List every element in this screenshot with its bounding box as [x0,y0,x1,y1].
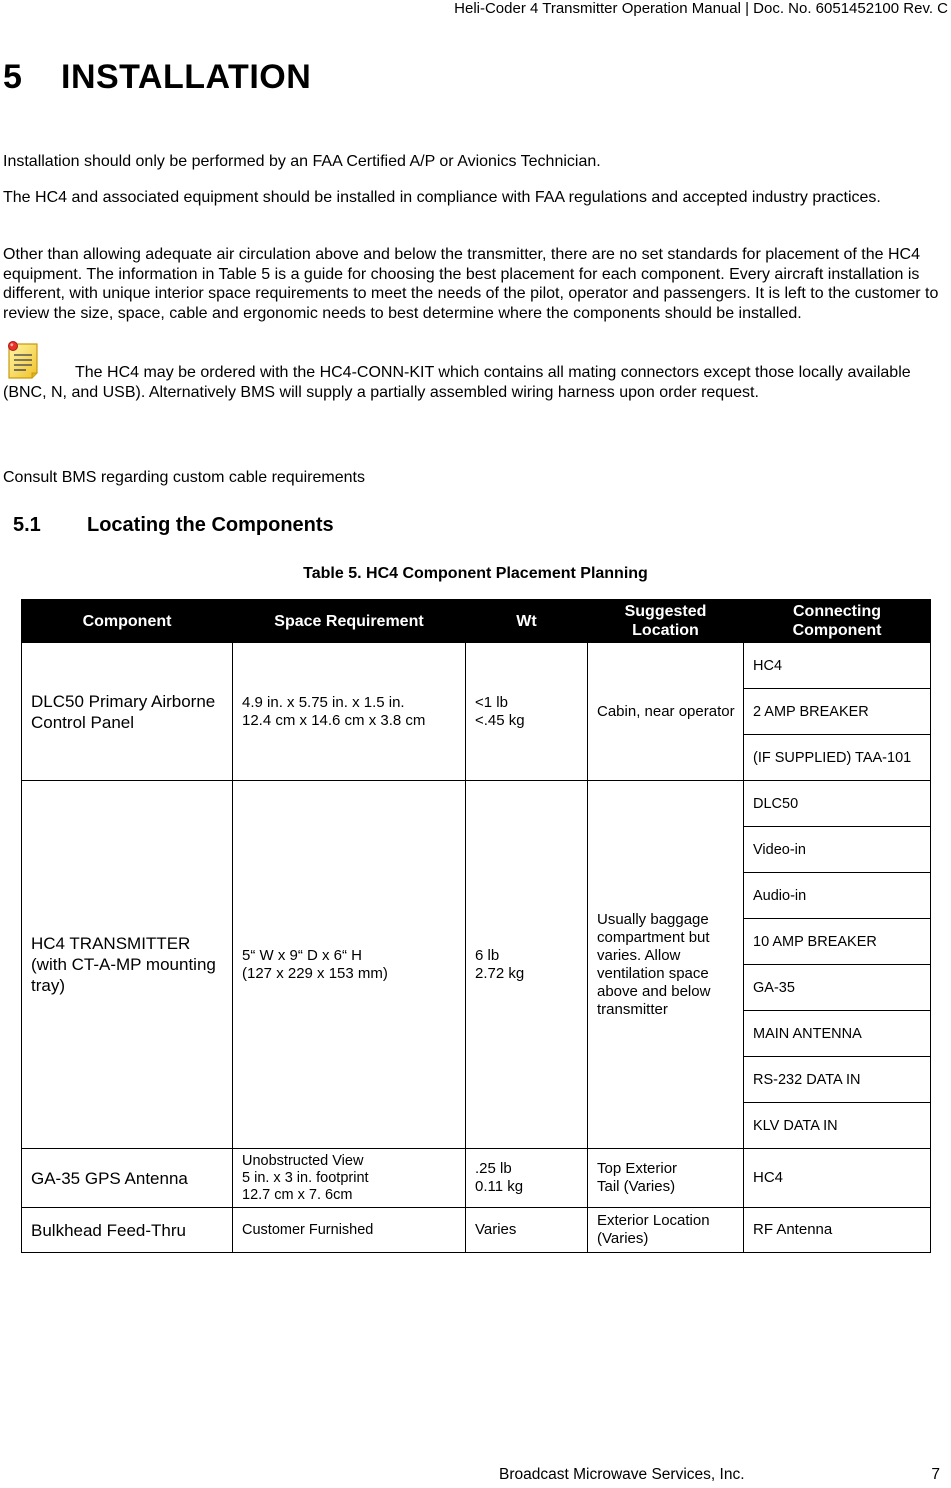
paragraph-1: Installation should only be performed by an FAA Certified A/P or Avionics Technician. [3,153,601,170]
cell-connecting: 2 AMP BREAKER [744,689,931,735]
consult-text: Consult BMS regarding custom cable requirements [3,469,365,486]
footer-company: Broadcast Microwave Services, Inc. [499,1466,745,1483]
wt-line: <1 lb [475,693,508,711]
cell-connecting: (IF SUPPLIED) TAA-101 [744,735,931,781]
cell-connecting: Audio-in [744,873,931,919]
space-line: 12.4 cm x 14.6 cm x 3.8 cm [242,711,426,729]
running-header: Heli-Coder 4 Transmitter Operation Manual | Doc. No. 6051452100 Rev. C [454,0,948,17]
paragraph-2: The HC4 and associated equipment should be installed in compliance with FAA regulations and accepted industry practices. [3,189,881,206]
wt-line: 6 lb [475,946,500,964]
cell-location: Usually baggage compartment but varies. Allow ventilation space above and below transmitter [588,781,744,1149]
space-line: 12.7 cm x 7. 6cm [242,1186,353,1203]
wt-line: .25 lb [475,1160,512,1177]
header-location: Suggested Location [588,600,744,643]
space-line: 5“ W x 9“ D x 6“ H [242,946,363,964]
cell-connecting: MAIN ANTENNA [744,1011,931,1057]
cell-connecting: HC4 [744,643,931,689]
cell-connecting: RS-232 DATA IN [744,1057,931,1103]
wt-line: <.45 kg [475,711,525,729]
table-row [22,1149,931,1208]
space-line: 4.9 in. x 5.75 in. x 1.5 in. [242,693,405,711]
header-component: Component [22,600,233,643]
subsection-title: Locating the Components [87,514,334,536]
footer-page-number: 7 [931,1466,940,1483]
location-line: (Varies) [597,1230,649,1247]
cell-location: Cabin, near operator [588,643,744,781]
table-row [22,781,931,827]
location-line: Exterior Location [597,1212,710,1229]
placement-table [21,599,931,1253]
cell-location [588,1208,744,1253]
paragraph-3: Other than allowing adequate air circulation above and below the transmitter, there are no set standards for placement of the HC4 equipment. The information in Table 5 is a guide for choosing the best placement for each component. Every aircraft installation is different, with unique interior space requirements to meet the needs of the pilot, operator and passengers. It is left to the customer to review the size, space, cable and ergonomic needs to best determine where the components should be installed. [3,246,939,322]
location-line: Top Exterior [597,1160,678,1177]
cell-wt [466,643,588,781]
cell-wt: Varies [466,1208,588,1253]
cell-wt [466,781,588,1149]
cell-space [233,1149,466,1208]
wt-line: 0.11 kg [475,1178,524,1195]
cell-connecting: RF Antenna [744,1208,931,1253]
table-row [22,1208,931,1253]
space-line: (127 x 229 x 153 mm) [242,964,388,982]
cell-connecting: 10 AMP BREAKER [744,919,931,965]
cell-component: Bulkhead Feed-Thru [22,1208,233,1253]
cell-space [233,781,466,1149]
cell-space [233,643,466,781]
cell-connecting: GA-35 [744,965,931,1011]
table-caption: Table 5. HC4 Component Placement Planning [303,565,648,582]
cell-component: HC4 TRANSMITTER (with CT-A-MP mounting tray) [22,781,233,1149]
cell-wt [466,1149,588,1208]
cell-space: Customer Furnished [233,1208,466,1253]
table-row [22,643,931,689]
subsection-number: 5.1 [13,514,41,536]
cell-location [588,1149,744,1208]
space-line: 5 in. x 3 in. footprint [242,1169,369,1186]
cell-connecting: HC4 [744,1149,931,1208]
cell-connecting: Video-in [744,827,931,873]
location-line: Tail (Varies) [597,1178,676,1195]
header-connecting: Connecting Component [744,600,931,643]
section-number: 5 [3,58,23,96]
cell-component: GA-35 GPS Antenna [22,1149,233,1208]
section-heading [3,58,311,97]
wt-line: 2.72 kg [475,964,525,982]
space-line: Unobstructed View [242,1152,364,1169]
section-title: INSTALLATION [61,58,312,96]
header-wt: Wt [466,600,588,643]
cell-connecting: KLV DATA IN [744,1103,931,1149]
subsection-heading [13,514,334,537]
note-text: The HC4 may be ordered with the HC4-CONN-KIT which contains all mating connectors except those locally available (BNC, N, and USB). Alternatively BMS will supply a partially assembled wiring harness upon order request. [3,364,911,401]
header-space: Space Requirement [233,600,466,643]
table-header-row [22,600,931,643]
cell-connecting: DLC50 [744,781,931,827]
cell-component: DLC50 Primary Airborne Control Panel [22,643,233,781]
